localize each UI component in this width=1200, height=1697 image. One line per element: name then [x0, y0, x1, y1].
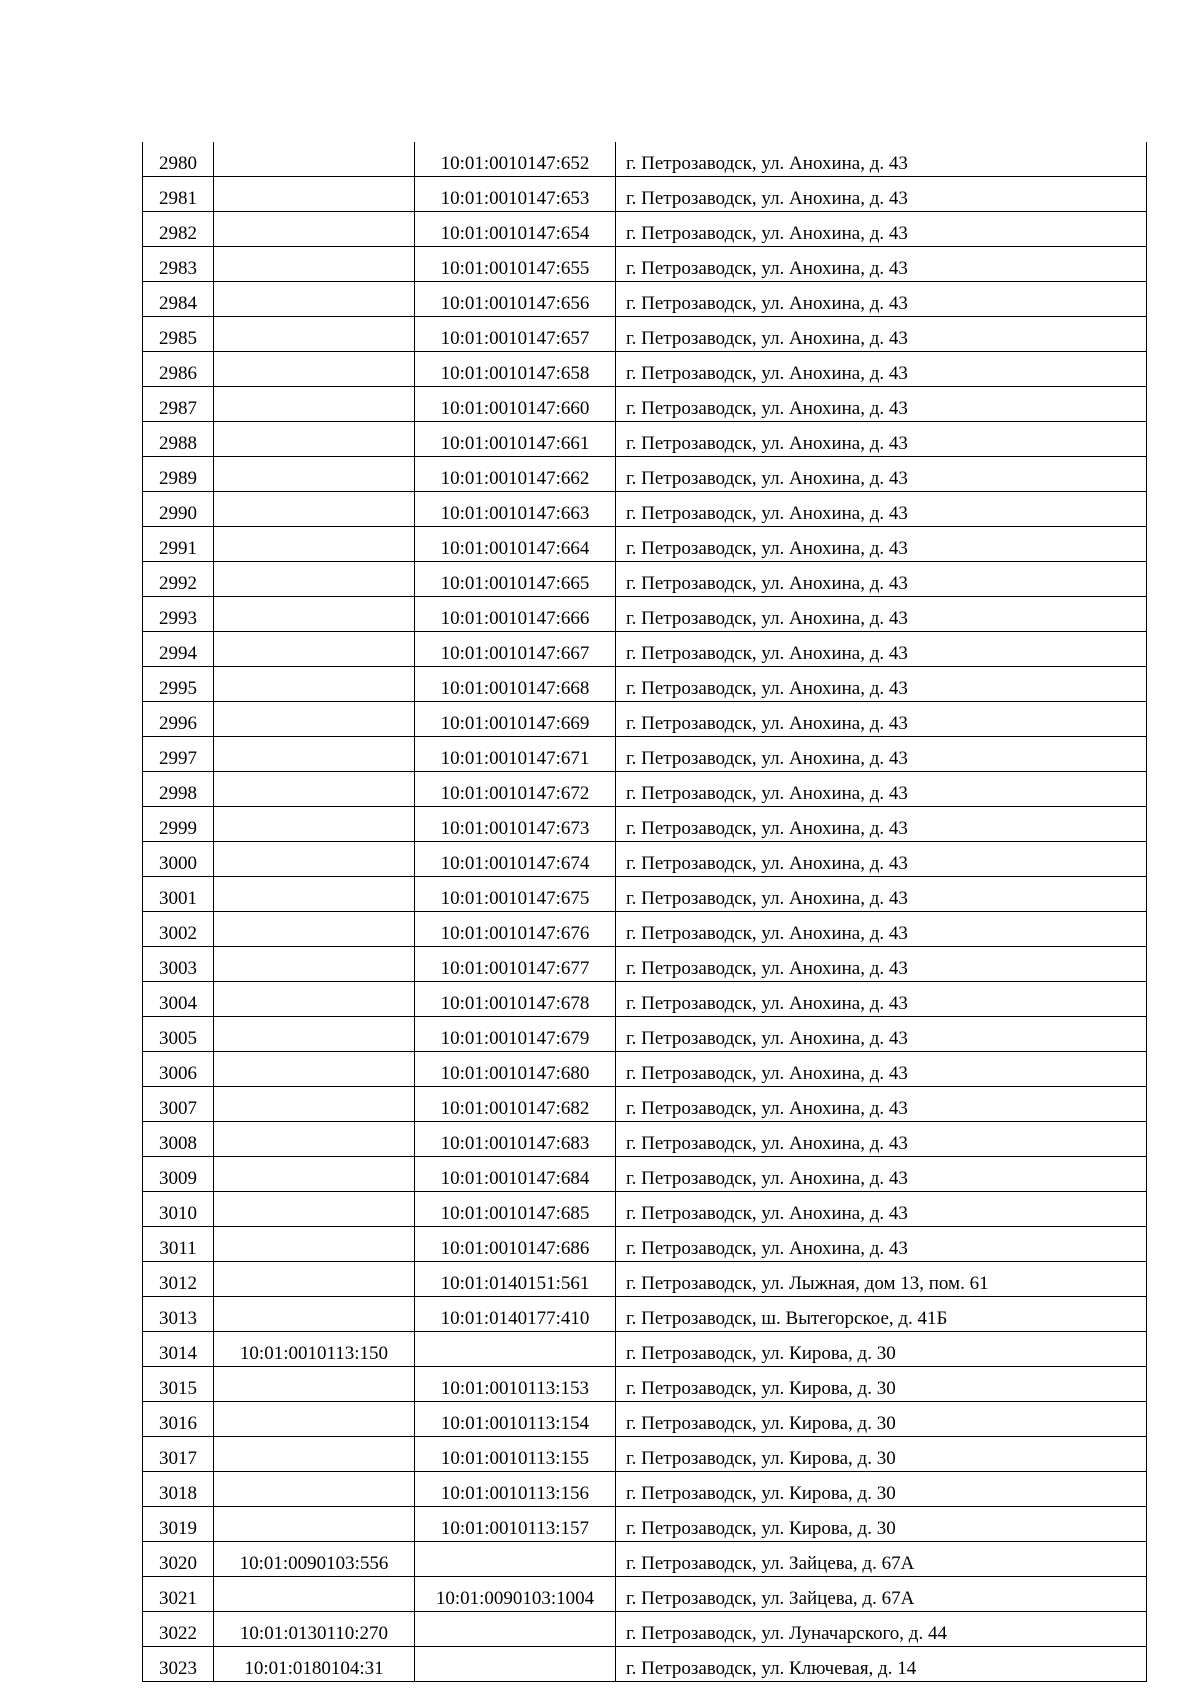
- cadastral-number-cell: [214, 387, 415, 422]
- row-number-cell: 2995: [143, 667, 214, 702]
- cadastral-number-cell: [214, 1017, 415, 1052]
- premises-cadastral-number-cell: 10:01:0140151:561: [415, 1262, 616, 1297]
- row-number-cell: 3000: [143, 842, 214, 877]
- cadastral-number-cell: [214, 842, 415, 877]
- table-row: [143, 667, 1147, 702]
- premises-cadastral-number-cell: 10:01:0010147:675: [415, 877, 616, 912]
- address-cell: г. Петрозаводск, ул. Анохина, д. 43: [616, 177, 1147, 212]
- address-cell: г. Петрозаводск, ул. Анохина, д. 43: [616, 1052, 1147, 1087]
- premises-cadastral-number-cell: 10:01:0010147:673: [415, 807, 616, 842]
- row-number-cell: 2991: [143, 527, 214, 562]
- row-number-cell: 3007: [143, 1087, 214, 1122]
- table-row: [143, 877, 1147, 912]
- table-row: [143, 422, 1147, 457]
- cadastral-number-cell: [214, 702, 415, 737]
- address-cell: г. Петрозаводск, ул. Анохина, д. 43: [616, 877, 1147, 912]
- address-cell: г. Петрозаводск, ул. Анохина, д. 43: [616, 422, 1147, 457]
- address-cell: г. Петрозаводск, ул. Анохина, д. 43: [616, 632, 1147, 667]
- address-cell: г. Петрозаводск, ул. Анохина, д. 43: [616, 387, 1147, 422]
- premises-cadastral-number-cell: 10:01:0010147:674: [415, 842, 616, 877]
- premises-cadastral-number-cell: 10:01:0010113:157: [415, 1507, 616, 1542]
- row-number-cell: 3014: [143, 1332, 214, 1367]
- table-row: [143, 247, 1147, 282]
- address-cell: г. Петрозаводск, ул. Луначарского, д. 44: [616, 1612, 1147, 1647]
- row-number-cell: 2984: [143, 282, 214, 317]
- premises-cadastral-number-cell: 10:01:0010147:660: [415, 387, 616, 422]
- table-body: [143, 142, 1147, 1682]
- address-cell: г. Петрозаводск, ул. Анохина, д. 43: [616, 142, 1147, 177]
- premises-cadastral-number-cell: 10:01:0010147:658: [415, 352, 616, 387]
- cadastral-number-cell: [214, 562, 415, 597]
- premises-cadastral-number-cell: 10:01:0010147:662: [415, 457, 616, 492]
- premises-cadastral-number-cell: 10:01:0010147:661: [415, 422, 616, 457]
- cadastral-number-cell: [214, 947, 415, 982]
- row-number-cell: 2981: [143, 177, 214, 212]
- premises-cadastral-number-cell: [415, 1647, 616, 1682]
- address-cell: г. Петрозаводск, ул. Анохина, д. 43: [616, 597, 1147, 632]
- row-number-cell: 3022: [143, 1612, 214, 1647]
- cadastral-number-cell: [214, 247, 415, 282]
- premises-cadastral-number-cell: 10:01:0010147:680: [415, 1052, 616, 1087]
- address-cell: г. Петрозаводск, ш. Вытегорское, д. 41Б: [616, 1297, 1147, 1332]
- row-number-cell: 3023: [143, 1647, 214, 1682]
- address-cell: г. Петрозаводск, ул. Анохина, д. 43: [616, 562, 1147, 597]
- table-row: [143, 1647, 1147, 1682]
- address-cell: г. Петрозаводск, ул. Анохина, д. 43: [616, 1227, 1147, 1262]
- cadastral-number-cell: [214, 982, 415, 1017]
- cadastral-number-cell: 10:01:0130110:270: [214, 1612, 415, 1647]
- premises-cadastral-number-cell: 10:01:0010147:672: [415, 772, 616, 807]
- cadastral-number-cell: [214, 1087, 415, 1122]
- row-number-cell: 3012: [143, 1262, 214, 1297]
- cadastral-number-cell: [214, 807, 415, 842]
- address-cell: г. Петрозаводск, ул. Кирова, д. 30: [616, 1472, 1147, 1507]
- row-number-cell: 2997: [143, 737, 214, 772]
- cadastral-number-cell: [214, 527, 415, 562]
- address-cell: г. Петрозаводск, ул. Анохина, д. 43: [616, 527, 1147, 562]
- premises-cadastral-number-cell: 10:01:0010147:666: [415, 597, 616, 632]
- table-row: [143, 1612, 1147, 1647]
- premises-cadastral-number-cell: 10:01:0010113:154: [415, 1402, 616, 1437]
- address-cell: г. Петрозаводск, ул. Анохина, д. 43: [616, 947, 1147, 982]
- address-cell: г. Петрозаводск, ул. Анохина, д. 43: [616, 282, 1147, 317]
- premises-cadastral-number-cell: 10:01:0010147:654: [415, 212, 616, 247]
- table-row: [143, 1157, 1147, 1192]
- table-row: [143, 562, 1147, 597]
- premises-cadastral-number-cell: 10:01:0010147:665: [415, 562, 616, 597]
- address-cell: г. Петрозаводск, ул. Анохина, д. 43: [616, 737, 1147, 772]
- address-cell: г. Петрозаводск, ул. Зайцева, д. 67А: [616, 1577, 1147, 1612]
- premises-cadastral-number-cell: 10:01:0090103:1004: [415, 1577, 616, 1612]
- row-number-cell: 2989: [143, 457, 214, 492]
- table-row: [143, 597, 1147, 632]
- row-number-cell: 3019: [143, 1507, 214, 1542]
- premises-cadastral-number-cell: 10:01:0010147:679: [415, 1017, 616, 1052]
- address-cell: г. Петрозаводск, ул. Кирова, д. 30: [616, 1437, 1147, 1472]
- cadastral-number-cell: [214, 632, 415, 667]
- table-row: [143, 1577, 1147, 1612]
- premises-cadastral-number-cell: 10:01:0010147:657: [415, 317, 616, 352]
- address-cell: г. Петрозаводск, ул. Анохина, д. 43: [616, 457, 1147, 492]
- row-number-cell: 3001: [143, 877, 214, 912]
- address-cell: г. Петрозаводск, ул. Анохина, д. 43: [616, 212, 1147, 247]
- row-number-cell: 3008: [143, 1122, 214, 1157]
- premises-cadastral-number-cell: 10:01:0010147:652: [415, 142, 616, 177]
- premises-cadastral-number-cell: 10:01:0010147:682: [415, 1087, 616, 1122]
- cadastral-number-cell: [214, 317, 415, 352]
- address-cell: г. Петрозаводск, ул. Анохина, д. 43: [616, 842, 1147, 877]
- cadastral-number-cell: [214, 1227, 415, 1262]
- premises-cadastral-number-cell: 10:01:0010147:676: [415, 912, 616, 947]
- address-cell: г. Петрозаводск, ул. Анохина, д. 43: [616, 317, 1147, 352]
- cadastral-number-cell: [214, 1367, 415, 1402]
- table-row: [143, 947, 1147, 982]
- table-row: [143, 1507, 1147, 1542]
- row-number-cell: 3006: [143, 1052, 214, 1087]
- cadastral-number-cell: [214, 737, 415, 772]
- table-row: [143, 702, 1147, 737]
- row-number-cell: 2983: [143, 247, 214, 282]
- table-row: [143, 807, 1147, 842]
- table-row: [143, 1472, 1147, 1507]
- row-number-cell: 2988: [143, 422, 214, 457]
- row-number-cell: 2982: [143, 212, 214, 247]
- table-row: [143, 1017, 1147, 1052]
- address-cell: г. Петрозаводск, ул. Кирова, д. 30: [616, 1367, 1147, 1402]
- row-number-cell: 3021: [143, 1577, 214, 1612]
- premises-cadastral-number-cell: 10:01:0010147:677: [415, 947, 616, 982]
- row-number-cell: 3005: [143, 1017, 214, 1052]
- address-cell: г. Петрозаводск, ул. Анохина, д. 43: [616, 667, 1147, 702]
- address-cell: г. Петрозаводск, ул. Анохина, д. 43: [616, 1157, 1147, 1192]
- premises-cadastral-number-cell: 10:01:0010147:664: [415, 527, 616, 562]
- premises-cadastral-number-cell: 10:01:0010147:668: [415, 667, 616, 702]
- cadastral-number-cell: [214, 1402, 415, 1437]
- table-row: [143, 1052, 1147, 1087]
- address-cell: г. Петрозаводск, ул. Ключевая, д. 14: [616, 1647, 1147, 1682]
- cadastral-number-cell: [214, 912, 415, 947]
- row-number-cell: 3013: [143, 1297, 214, 1332]
- table-row: [143, 457, 1147, 492]
- premises-cadastral-number-cell: 10:01:0010147:653: [415, 177, 616, 212]
- cadastral-number-cell: [214, 667, 415, 702]
- row-number-cell: 2990: [143, 492, 214, 527]
- address-cell: г. Петрозаводск, ул. Анохина, д. 43: [616, 1017, 1147, 1052]
- table-row: [143, 492, 1147, 527]
- table-row: [143, 527, 1147, 562]
- table-row: [143, 1297, 1147, 1332]
- table-row: [143, 317, 1147, 352]
- row-number-cell: 3015: [143, 1367, 214, 1402]
- premises-cadastral-number-cell: 10:01:0010147:686: [415, 1227, 616, 1262]
- premises-cadastral-number-cell: 10:01:0010147:685: [415, 1192, 616, 1227]
- row-number-cell: 3010: [143, 1192, 214, 1227]
- address-cell: г. Петрозаводск, ул. Анохина, д. 43: [616, 912, 1147, 947]
- cadastral-number-cell: [214, 1262, 415, 1297]
- premises-cadastral-number-cell: [415, 1332, 616, 1367]
- premises-cadastral-number-cell: 10:01:0010147:684: [415, 1157, 616, 1192]
- table-row: [143, 1367, 1147, 1402]
- row-number-cell: 2980: [143, 142, 214, 177]
- cadastral-number-cell: [214, 142, 415, 177]
- row-number-cell: 2985: [143, 317, 214, 352]
- table-row: [143, 912, 1147, 947]
- row-number-cell: 2994: [143, 632, 214, 667]
- premises-cadastral-number-cell: 10:01:0010147:678: [415, 982, 616, 1017]
- table-row: [143, 1402, 1147, 1437]
- property-table: [142, 142, 1147, 1682]
- row-number-cell: 3016: [143, 1402, 214, 1437]
- row-number-cell: 2992: [143, 562, 214, 597]
- row-number-cell: 3003: [143, 947, 214, 982]
- row-number-cell: 2993: [143, 597, 214, 632]
- cadastral-number-cell: 10:01:0090103:556: [214, 1542, 415, 1577]
- table-row: [143, 1332, 1147, 1367]
- premises-cadastral-number-cell: 10:01:0140177:410: [415, 1297, 616, 1332]
- cadastral-number-cell: [214, 1577, 415, 1612]
- cadastral-number-cell: [214, 212, 415, 247]
- premises-cadastral-number-cell: 10:01:0010147:663: [415, 492, 616, 527]
- row-number-cell: 3004: [143, 982, 214, 1017]
- address-cell: г. Петрозаводск, ул. Анохина, д. 43: [616, 982, 1147, 1017]
- cadastral-number-cell: [214, 877, 415, 912]
- cadastral-number-cell: [214, 352, 415, 387]
- row-number-cell: 3020: [143, 1542, 214, 1577]
- cadastral-number-cell: [214, 1472, 415, 1507]
- premises-cadastral-number-cell: 10:01:0010113:156: [415, 1472, 616, 1507]
- cadastral-number-cell: [214, 1192, 415, 1227]
- premises-cadastral-number-cell: 10:01:0010147:683: [415, 1122, 616, 1157]
- cadastral-number-cell: [214, 457, 415, 492]
- row-number-cell: 2999: [143, 807, 214, 842]
- cadastral-number-cell: [214, 177, 415, 212]
- row-number-cell: 3018: [143, 1472, 214, 1507]
- cadastral-number-cell: 10:01:0010113:150: [214, 1332, 415, 1367]
- address-cell: г. Петрозаводск, ул. Анохина, д. 43: [616, 1087, 1147, 1122]
- table-row: [143, 1087, 1147, 1122]
- table-row: [143, 842, 1147, 877]
- cadastral-number-cell: [214, 1122, 415, 1157]
- table-row: [143, 177, 1147, 212]
- address-cell: г. Петрозаводск, ул. Зайцева, д. 67А: [616, 1542, 1147, 1577]
- premises-cadastral-number-cell: 10:01:0010147:655: [415, 247, 616, 282]
- address-cell: г. Петрозаводск, ул. Анохина, д. 43: [616, 1122, 1147, 1157]
- cadastral-number-cell: [214, 1052, 415, 1087]
- table-row: [143, 1437, 1147, 1472]
- address-cell: г. Петрозаводск, ул. Кирова, д. 30: [616, 1507, 1147, 1542]
- table-row: [143, 1542, 1147, 1577]
- address-cell: г. Петрозаводск, ул. Кирова, д. 30: [616, 1332, 1147, 1367]
- cadastral-number-cell: [214, 282, 415, 317]
- cadastral-number-cell: [214, 1437, 415, 1472]
- row-number-cell: 2996: [143, 702, 214, 737]
- table-row: [143, 212, 1147, 247]
- address-cell: г. Петрозаводск, ул. Анохина, д. 43: [616, 1192, 1147, 1227]
- address-cell: г. Петрозаводск, ул. Анохина, д. 43: [616, 247, 1147, 282]
- table-row: [143, 387, 1147, 422]
- premises-cadastral-number-cell: [415, 1542, 616, 1577]
- premises-cadastral-number-cell: 10:01:0010147:667: [415, 632, 616, 667]
- premises-cadastral-number-cell: 10:01:0010147:669: [415, 702, 616, 737]
- cadastral-number-cell: [214, 597, 415, 632]
- premises-cadastral-number-cell: 10:01:0010113:153: [415, 1367, 616, 1402]
- cadastral-number-cell: [214, 422, 415, 457]
- table-row: [143, 1262, 1147, 1297]
- cadastral-number-cell: [214, 772, 415, 807]
- cadastral-number-cell: [214, 1507, 415, 1542]
- row-number-cell: 3017: [143, 1437, 214, 1472]
- cadastral-number-cell: [214, 1297, 415, 1332]
- table-row: [143, 632, 1147, 667]
- premises-cadastral-number-cell: [415, 1612, 616, 1647]
- address-cell: г. Петрозаводск, ул. Лыжная, дом 13, пом. 61: [616, 1262, 1147, 1297]
- premises-cadastral-number-cell: 10:01:0010113:155: [415, 1437, 616, 1472]
- table-row: [143, 282, 1147, 317]
- table-row: [143, 142, 1147, 177]
- address-cell: г. Петрозаводск, ул. Анохина, д. 43: [616, 492, 1147, 527]
- row-number-cell: 3009: [143, 1157, 214, 1192]
- table-row: [143, 982, 1147, 1017]
- address-cell: г. Петрозаводск, ул. Анохина, д. 43: [616, 352, 1147, 387]
- table-row: [143, 1192, 1147, 1227]
- address-cell: г. Петрозаводск, ул. Анохина, д. 43: [616, 702, 1147, 737]
- address-cell: г. Петрозаводск, ул. Анохина, д. 43: [616, 772, 1147, 807]
- table-row: [143, 1122, 1147, 1157]
- cadastral-number-cell: 10:01:0180104:31: [214, 1647, 415, 1682]
- row-number-cell: 3002: [143, 912, 214, 947]
- table-row: [143, 737, 1147, 772]
- cadastral-number-cell: [214, 492, 415, 527]
- row-number-cell: 2998: [143, 772, 214, 807]
- address-cell: г. Петрозаводск, ул. Кирова, д. 30: [616, 1402, 1147, 1437]
- cadastral-number-cell: [214, 1157, 415, 1192]
- row-number-cell: 2987: [143, 387, 214, 422]
- row-number-cell: 3011: [143, 1227, 214, 1262]
- table-row: [143, 772, 1147, 807]
- row-number-cell: 2986: [143, 352, 214, 387]
- premises-cadastral-number-cell: 10:01:0010147:671: [415, 737, 616, 772]
- table-row: [143, 1227, 1147, 1262]
- address-cell: г. Петрозаводск, ул. Анохина, д. 43: [616, 807, 1147, 842]
- table-row: [143, 352, 1147, 387]
- premises-cadastral-number-cell: 10:01:0010147:656: [415, 282, 616, 317]
